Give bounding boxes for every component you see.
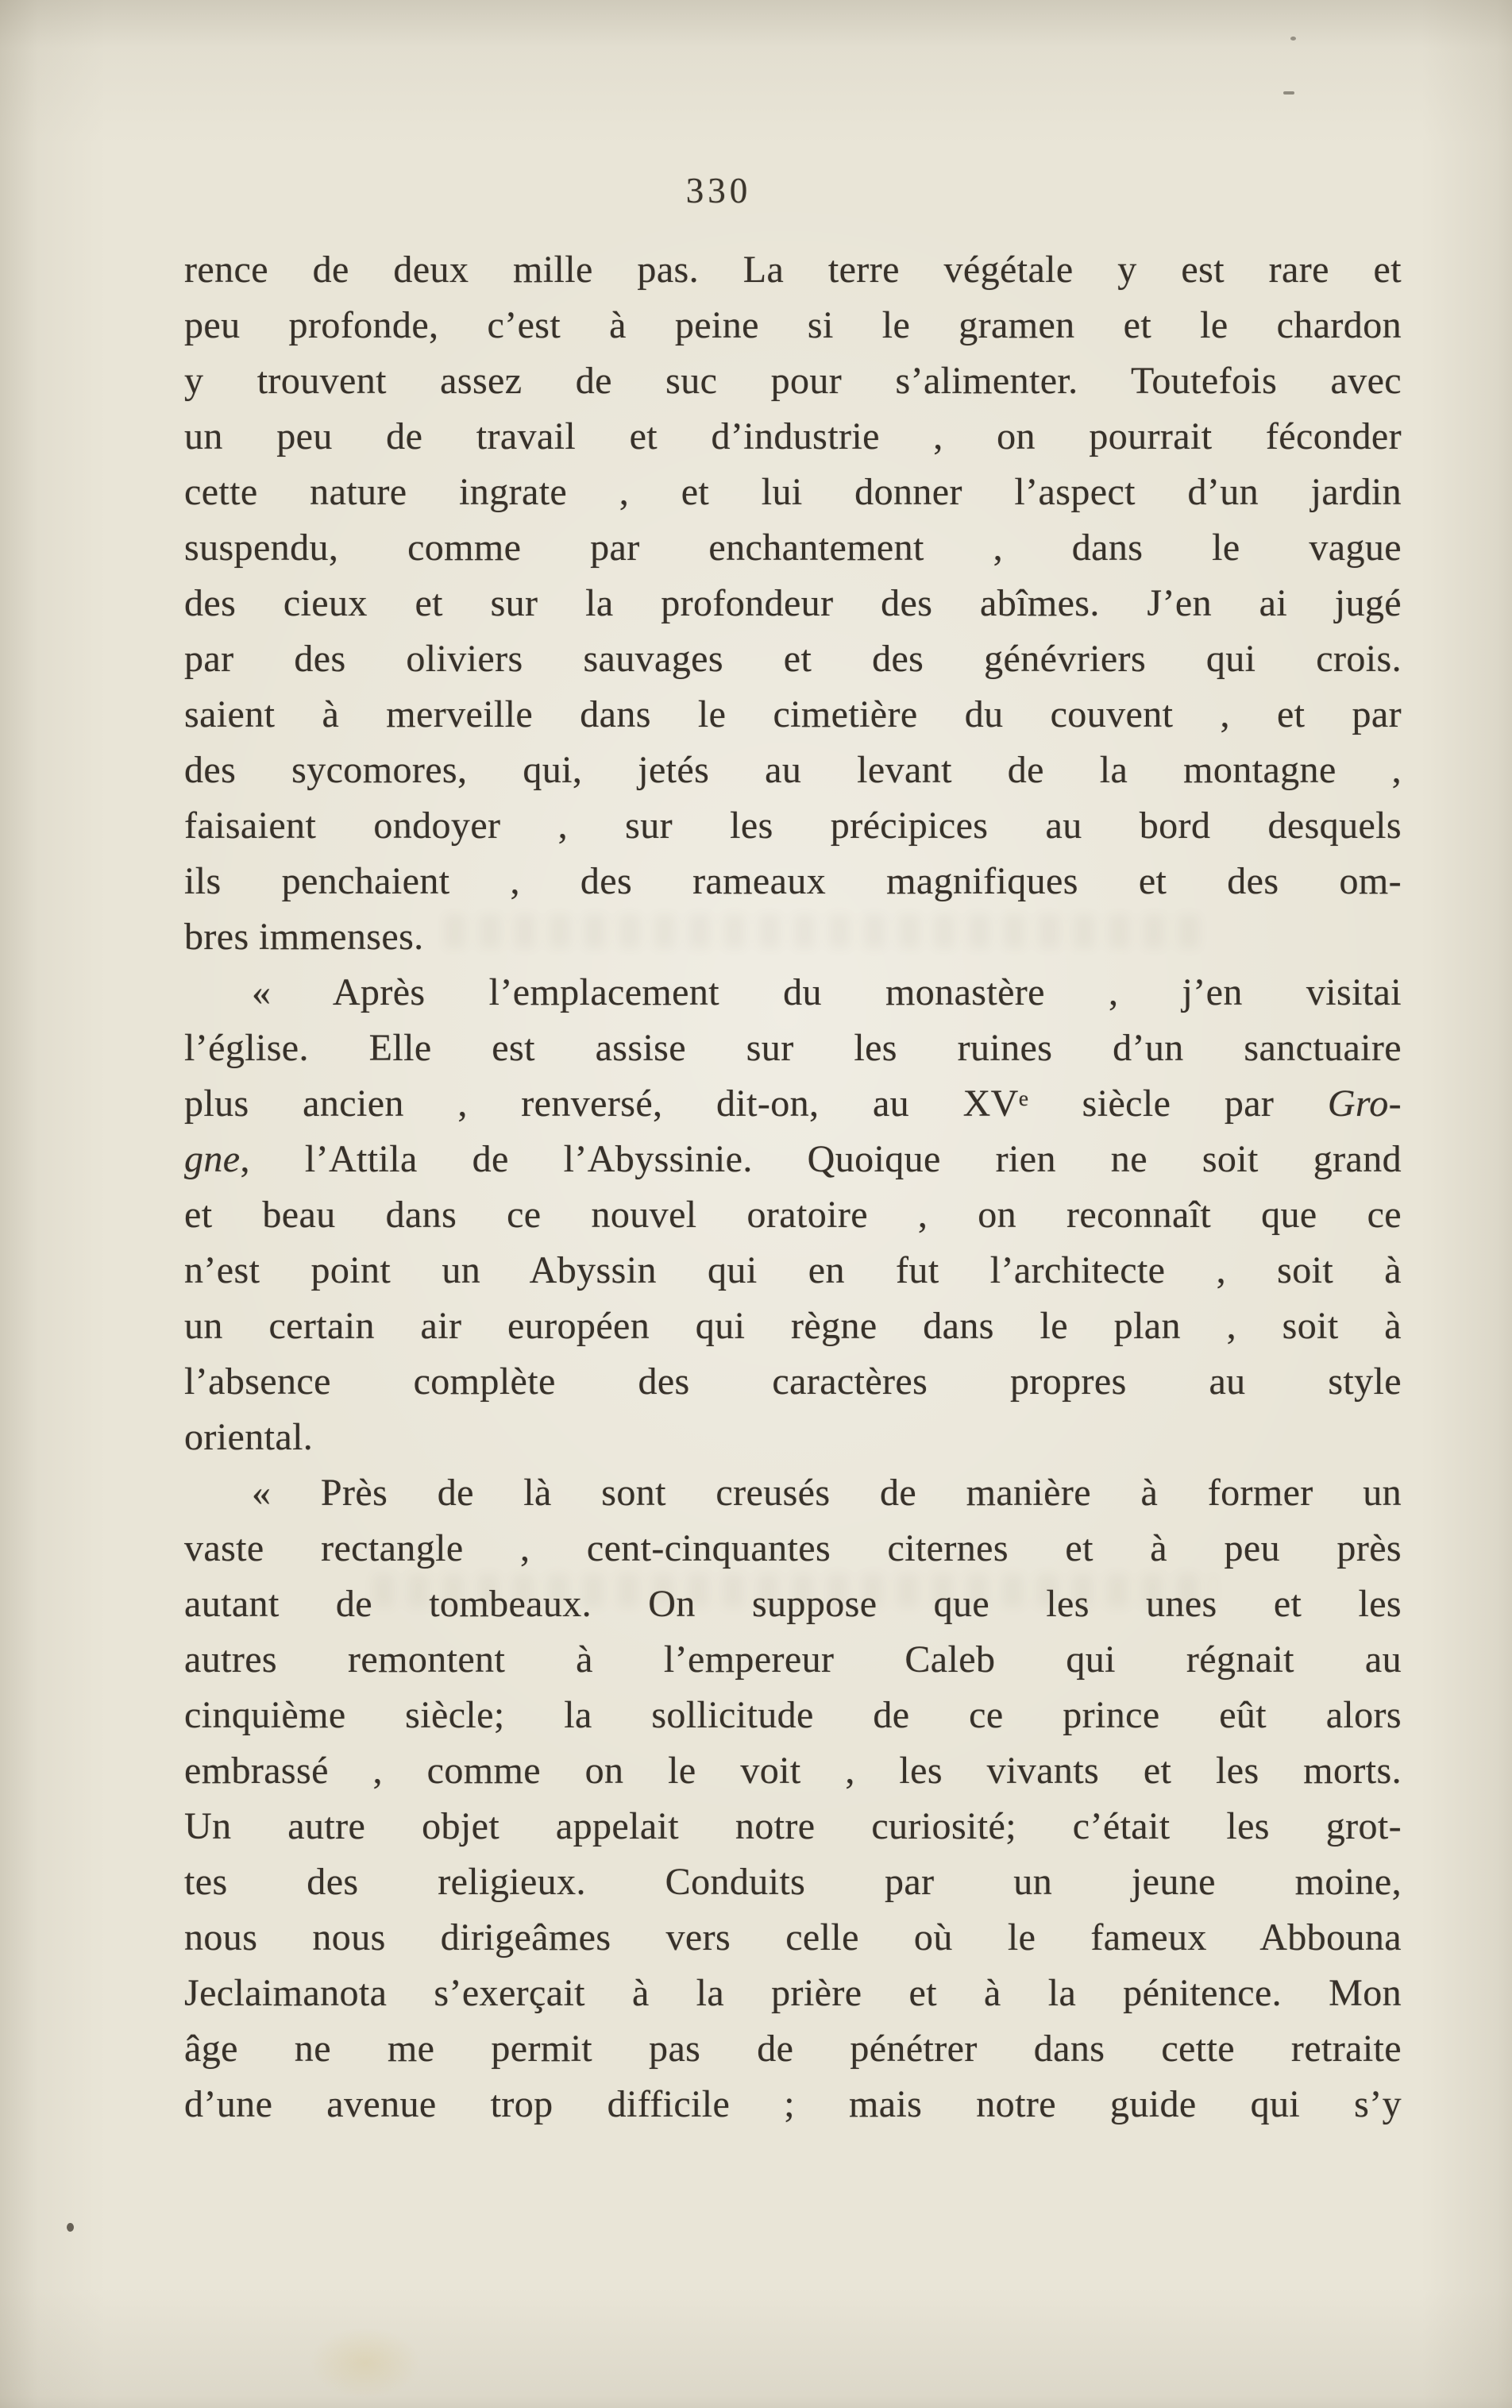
text-line xyxy=(184,242,1402,298)
paper-stain xyxy=(310,2327,421,2398)
verso-showthrough-smudge xyxy=(445,915,1207,948)
body-text: vaste rectangle , cent-cinquantes citernes et à peu près xyxy=(184,1527,1402,1569)
body-text: et beau dans ce nouvel oratoire , on reconnaît que ce xyxy=(184,1194,1402,1236)
verso-showthrough-smudge xyxy=(373,1574,1215,1607)
body-text: des sycomores, qui, jetés au levant de la montagne , xyxy=(184,749,1402,791)
body-text: n’est point un Abyssin qui en fut l’architecte , soit à xyxy=(184,1249,1402,1291)
text-line xyxy=(184,298,1402,353)
body-text: Jeclaimanota s’exerçait à la prière et à la pénitence. Mon xyxy=(184,1972,1402,2014)
body-text: âge ne me permit pas de pénétrer dans cette retraite xyxy=(184,2028,1402,2070)
text-line xyxy=(184,1966,1402,2021)
body-text: suspendu, comme par enchantement , dans le vague xyxy=(184,527,1402,569)
italic-text: gne xyxy=(184,1138,241,1180)
text-line xyxy=(184,1076,1402,1132)
text-line xyxy=(184,743,1402,798)
text-line xyxy=(184,2077,1402,2132)
text-line xyxy=(184,1021,1402,1076)
body-text: autant de tombeaux. On suppose que les unes et les xyxy=(184,1583,1402,1625)
text-line xyxy=(184,1410,1402,1465)
text-line xyxy=(184,798,1402,854)
body-text: cinquième siècle; la sollicitude de ce prince eût alors xyxy=(184,1694,1402,1736)
body-text: des cieux et sur la profondeur des abîmes. J’en ai jugé xyxy=(184,582,1402,624)
body-text: ils penchaient , des rameaux magnifiques et des om- xyxy=(184,860,1402,902)
body-text: faisaient ondoyer , sur les précipices au bord desquels xyxy=(184,805,1402,847)
text-line xyxy=(184,465,1402,520)
body-text: « Après l’emplacement du monastère , j’en visitai xyxy=(252,971,1402,1013)
text-line xyxy=(184,1243,1402,1299)
text-line xyxy=(184,1465,1402,1521)
ink-speck xyxy=(67,2223,74,2232)
body-text: l’absence complète des caractères propres au style xyxy=(184,1360,1402,1403)
body-text: cette nature ingrate , et lui donner l’aspect d’un jardin xyxy=(184,471,1402,513)
body-text: plus ancien , renversé, dit-on, au XV xyxy=(184,1082,1019,1125)
text-line xyxy=(184,965,1402,1021)
body-text: peu profonde, c’est à peine si le gramen et le chardon xyxy=(184,304,1402,346)
text-line xyxy=(184,353,1402,409)
body-text: oriental. xyxy=(184,1416,314,1458)
body-text: « Près de là sont creusés de manière à former un xyxy=(252,1472,1402,1514)
body-text: l’église. Elle est assise sur les ruines d’un sanctuaire xyxy=(184,1027,1402,1069)
text-line xyxy=(184,1632,1402,1688)
text-line xyxy=(184,1688,1402,1743)
body-text: embrassé , comme on le voit , les vivants et les morts. xyxy=(184,1750,1402,1792)
text-line xyxy=(184,1132,1402,1187)
italic-text: Gro- xyxy=(1327,1082,1402,1125)
body-text: siècle par xyxy=(1028,1082,1328,1125)
body-text: d’une avenue trop difficile ; mais notre guide qui s’y xyxy=(184,2083,1402,2125)
text-line xyxy=(184,1910,1402,1966)
text-line xyxy=(184,1354,1402,1410)
body-text: tes des religieux. Conduits par un jeune moine, xyxy=(184,1861,1402,1903)
body-text: saient à merveille dans le cimetière du couvent , et par xyxy=(184,693,1402,735)
text-line xyxy=(184,854,1402,909)
text-line xyxy=(184,631,1402,687)
body-text: , l’Attila de l’Abyssinie. Quoique rien ne soit grand xyxy=(240,1138,1402,1180)
page-number: 330 xyxy=(685,171,752,210)
text-line xyxy=(184,1299,1402,1354)
text-line xyxy=(184,687,1402,743)
text-block xyxy=(184,242,1402,2132)
body-text: nous nous dirigeâmes vers celle où le fameux Abbouna xyxy=(184,1916,1402,1958)
body-text: par des oliviers sauvages et des génévriers qui crois. xyxy=(184,638,1402,680)
text-line xyxy=(184,2021,1402,2077)
body-text: un peu de travail et d’industrie , on pourrait féconder xyxy=(184,415,1402,457)
superscript-text: e xyxy=(1018,1086,1029,1112)
text-line xyxy=(184,1854,1402,1910)
text-line xyxy=(184,1743,1402,1799)
body-text: bres immenses. xyxy=(184,916,424,958)
text-line xyxy=(184,1521,1402,1576)
text-line xyxy=(184,520,1402,576)
ink-speck xyxy=(1283,91,1294,95)
ink-speck xyxy=(1290,37,1296,41)
text-line xyxy=(184,1187,1402,1243)
body-text: Un autre objet appelait notre curiosité; c’était les grot- xyxy=(184,1805,1402,1847)
text-line xyxy=(184,409,1402,465)
body-text: autres remontent à l’empereur Caleb qui régnait au xyxy=(184,1638,1402,1681)
text-line xyxy=(184,576,1402,631)
body-text: rence de deux mille pas. La terre végétale y est rare et xyxy=(184,249,1402,291)
body-text: un certain air européen qui règne dans le plan , soit à xyxy=(184,1305,1402,1347)
text-line xyxy=(184,1799,1402,1854)
body-text: y trouvent assez de suc pour s’alimenter. Toutefois avec xyxy=(184,360,1402,402)
